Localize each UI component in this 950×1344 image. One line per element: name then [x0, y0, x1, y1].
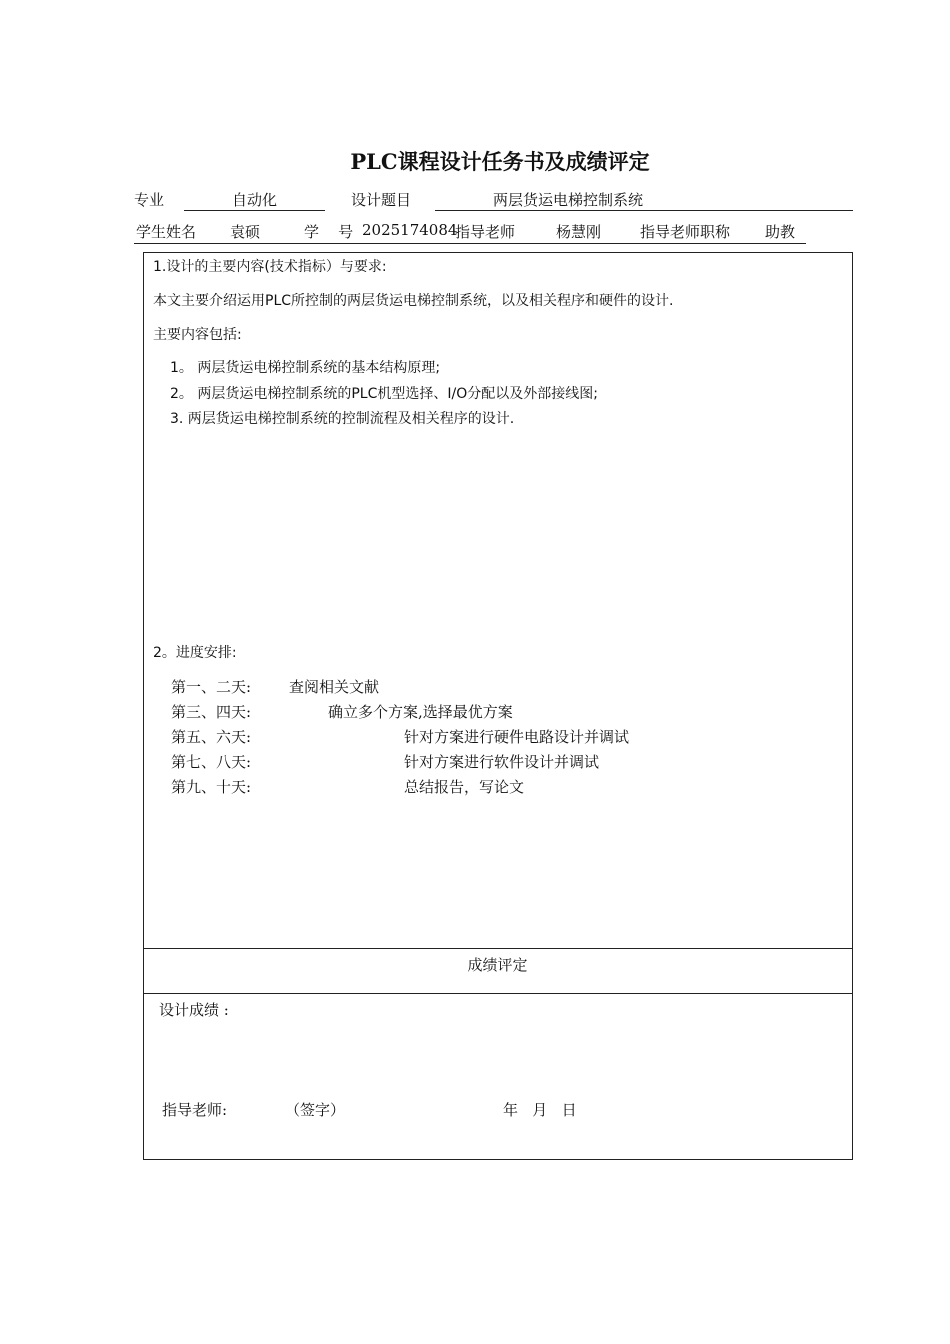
content-item: 2。 两层货运电梯控制系统的PLC机型选择、I/O分配以及外部接线图;	[170, 386, 598, 402]
grading-advisor-label: 指导老师:	[162, 1101, 228, 1119]
date-placeholder: 年 月 日	[503, 1101, 577, 1119]
advisor-value: 杨慧刚	[556, 223, 602, 241]
content-subheading: 主要内容包括:	[153, 327, 242, 343]
topic-label: 设计题目	[351, 191, 412, 209]
schedule-day: 第三、四天:	[171, 703, 252, 721]
table-divider-1	[143, 948, 852, 949]
content-item: 1。 两层货运电梯控制系统的基本结构原理;	[170, 360, 441, 376]
content-item: 3. 两层货运电梯控制系统的控制流程及相关程序的设计.	[170, 411, 515, 427]
advisor-label: 指导老师	[455, 223, 516, 241]
page-title: PLC课程设计任务书及成绩评定	[350, 149, 650, 174]
advisor-title-value: 助教	[765, 223, 796, 241]
schedule-task: 确立多个方案,选择最优方案	[328, 703, 513, 721]
major-value: 自动化	[184, 189, 325, 211]
schedule-task: 针对方案进行软件设计并调试	[404, 753, 600, 771]
table-divider-2	[143, 993, 852, 994]
schedule-heading: 2。进度安排:	[153, 645, 237, 661]
id-label: 学 号	[304, 223, 354, 241]
schedule-task: 查阅相关文献	[289, 678, 380, 696]
grading-header: 成绩评定	[467, 956, 528, 974]
topic-value: 两层货运电梯控制系统	[435, 189, 853, 211]
info-underline	[134, 243, 806, 244]
major-label: 专业	[134, 191, 165, 209]
score-label: 设计成绩 :	[159, 1001, 229, 1019]
student-label: 学生姓名	[136, 223, 197, 241]
schedule-task: 总结报告，写论文	[404, 778, 525, 796]
content-heading: 1.设计的主要内容(技术指标）与要求:	[153, 259, 387, 275]
signature-placeholder: （签字）	[285, 1101, 346, 1119]
schedule-task: 针对方案进行硬件电路设计并调试	[404, 728, 630, 746]
schedule-day: 第五、六天:	[171, 728, 252, 746]
schedule-day: 第七、八天:	[171, 753, 252, 771]
schedule-day: 第一、二天:	[171, 678, 252, 696]
student-value: 袁硕	[230, 223, 261, 241]
content-intro: 本文主要介绍运用PLC所控制的两层货运电梯控制系统，以及相关程序和硬件的设计.	[153, 293, 674, 309]
id-value: 2025174084	[362, 221, 458, 239]
schedule-day: 第九、十天:	[171, 778, 252, 796]
advisor-title-label: 指导老师职称	[640, 223, 731, 241]
